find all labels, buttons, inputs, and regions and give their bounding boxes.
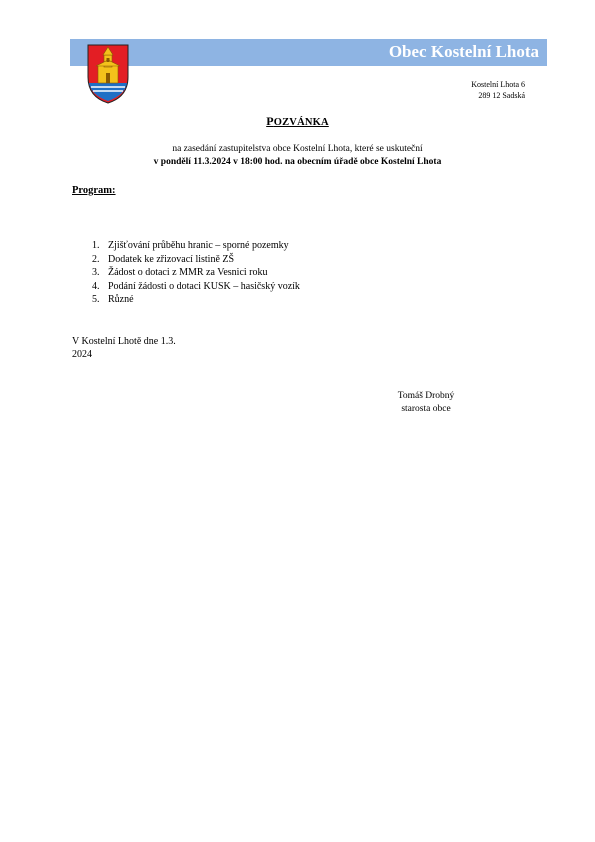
agenda-item: 5. Různé [92,294,134,306]
document-title [0,114,595,129]
address-line1: Kostelní Lhota 6 [471,80,525,89]
program-label: Program: [72,185,116,196]
agenda-list [92,239,300,307]
intro-line1: na zasedání zastupitelstva obce Kostelní Lhota, které se uskuteční [172,144,423,154]
signature-block [370,390,482,416]
address-block [471,79,525,101]
date-line1: V Kostelní Lhotě dne 1.3. [72,336,176,347]
header-band [70,39,547,66]
agenda-item: 1. Zjišťování průběhu hranic – sporné pozemky [92,240,289,251]
invitation-intro [0,143,595,169]
coat-of-arms-icon [86,43,130,105]
signatory-role: starosta obce [401,404,451,414]
agenda-item: 2. Dodatek ke zřizovací listině ZŠ [92,253,235,265]
address-line2: 289 12 Sadská [478,91,525,100]
signatory-name: Tomáš Drobný [397,391,455,401]
intro-line2: v pondělí 11.3.2024 v 18:00 hod. na obecním úřadě obce Kostelní Lhota [153,157,442,167]
municipality-title: Obec Kostelní Lhota [388,42,539,61]
date-line2: 2024 [72,349,92,360]
agenda-item: 4. Podání žádosti o dotaci KUSK – hasičský vozík [92,280,300,292]
place-date [72,335,212,361]
title-rest: OZVÁNKA [273,117,329,128]
title-first-letter: P [266,114,274,128]
agenda-item: 3. Žádost o dotaci z MMR za Vesnici roku [92,267,268,279]
